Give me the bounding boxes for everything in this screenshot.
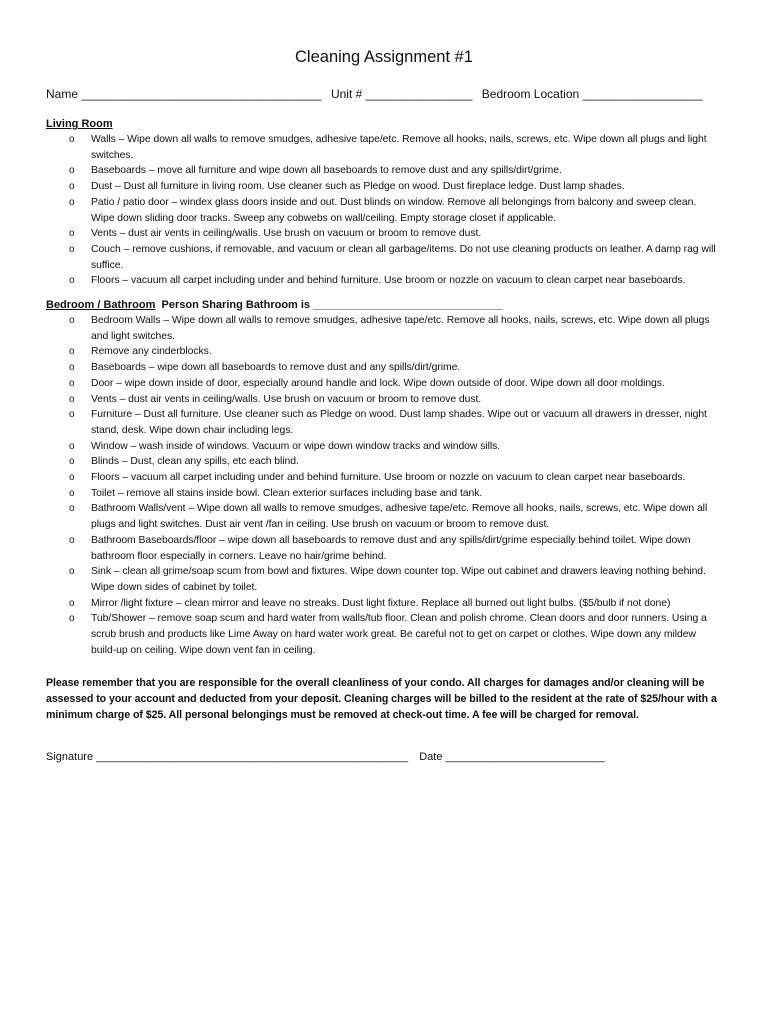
bullet-icon: o [69, 346, 75, 358]
list-item [46, 195, 722, 226]
list-item-text: Remove any cinderblocks. [91, 346, 212, 358]
header-fields [46, 87, 722, 101]
list-item-text: Toilet – remove all stains inside bowl. Clean exterior surfaces including base and tank. [91, 487, 483, 499]
list-item [46, 596, 722, 612]
list-item [46, 313, 722, 344]
bullet-icon: o [69, 134, 75, 145]
bullet-icon: o [69, 456, 75, 468]
bullet-icon: o [69, 409, 75, 421]
list-item-text: Window – wash inside of windows. Vacuum or wipe down window tracks and window sills. [91, 440, 501, 452]
list-item-text: Sink – clean all grime/soap scum from bowl and fixtures. Wipe down counter top. Wipe out cabinet and drawers leaving nothing behind. Wipe down sides of cabinet by toilet. [91, 566, 706, 593]
list-item-text: Couch – remove cushions, if removable, and vacuum or clean all garbage/items. Do not use cleaning products on leather. A damp rag will suffice. [91, 243, 716, 271]
section-heading [46, 299, 722, 311]
bullet-icon: o [69, 228, 75, 240]
page-title: Cleaning Assignment #1 [295, 48, 473, 66]
bullet-icon: o [69, 275, 75, 287]
date-field[interactable]: Date __________________________ [419, 750, 605, 763]
list-item [46, 611, 722, 658]
list-item [46, 407, 722, 438]
signature-field[interactable]: Signature ___________________________________________________ [46, 750, 409, 763]
list-item-text: Bathroom Baseboards/floor – wipe down all baseboards to remove dust and any spills/dirt/grime especially behind toilet. Wipe down bathroom floor especially in corners. Leave no hair/grime behind. [91, 534, 691, 562]
name-field[interactable]: Name ____________________________________ [46, 87, 322, 101]
bullet-icon: o [69, 181, 75, 193]
list-item-text: Walls – Wipe down all walls to remove smudges, adhesive tape/etc. Remove all hooks, nails, screws, etc. Wipe down all plugs and light switches. [91, 134, 707, 161]
bullet-icon: o [69, 315, 75, 327]
living-room-section [46, 118, 722, 289]
list-item-text: Door – wipe down inside of door, especially around handle and lock. Wipe down outside of door. Wipe down all door moldings. [91, 377, 665, 389]
list-item [46, 486, 722, 502]
bedroom-location-field[interactable]: Bedroom Location __________________ [481, 87, 703, 101]
bullet-icon: o [69, 165, 75, 177]
list-item-text: Patio / patio door – windex glass doors inside and out. Dust blinds on window. Remove all belongings from balcony and sweep clean. Wipe down sliding door tracks. Sweep any cobwebs on wall/ceiling. Empty storage closet if applicable. [91, 196, 697, 224]
bullet-icon: o [69, 566, 75, 578]
list-item [46, 564, 722, 595]
bullet-icon: o [69, 393, 75, 405]
bullet-icon: o [69, 534, 75, 546]
bullet-icon: o [69, 503, 75, 515]
unit-field[interactable]: Unit # ________________ [330, 87, 473, 101]
list-item [46, 470, 722, 486]
list-item [46, 360, 722, 376]
living-room-list [46, 132, 722, 289]
bedroom-bathroom-heading: Bedroom / Bathroom [46, 299, 156, 312]
section-heading [46, 118, 722, 130]
bullet-icon: o [69, 440, 75, 452]
list-item-text: Dust – Dust all furniture in living room. Use cleaner such as Pledge on wood. Dust fireplace ledge. Dust lamp shades. [91, 181, 625, 193]
list-item [46, 344, 722, 360]
bullet-icon: o [69, 613, 75, 625]
list-item-text: Floors – vacuum all carpet including under and behind furniture. Use broom or nozzle on vacuum to clean carpet near baseboards. [91, 472, 686, 484]
bullet-icon: o [69, 362, 75, 374]
list-item [46, 439, 722, 455]
list-item-text: Mirror /light fixture – clean mirror and leave no streaks. Dust light fixture. Replace all burned out light bulbs. ($5/bulb if not done) [91, 597, 671, 609]
list-item [46, 454, 722, 470]
signature-row [46, 751, 722, 763]
list-item-text: Blinds – Dust, clean any spills, etc each blind. [91, 456, 299, 468]
list-item [46, 273, 722, 289]
bedroom-bathroom-list [46, 313, 722, 658]
list-item-text: Bathroom Walls/vent – Wipe down all walls to remove smudges, adhesive tape/etc. Remove all hooks, nails, screws, etc. Wipe down all plugs and light switches. Dust air vent /fan in ceiling. Use brush on vacuum or broom to remove dust. [91, 503, 708, 531]
bedroom-bathroom-section [46, 299, 722, 658]
bullet-icon: o [69, 472, 75, 484]
bullet-icon: o [69, 487, 75, 499]
bullet-icon: o [69, 377, 75, 389]
list-item-text: Baseboards – wipe down all baseboards to remove dust and any spills/dirt/grime. [91, 362, 461, 374]
list-item-text: Tub/Shower – remove soap scum and hard water from walls/tub floor. Clean and polish chrome. Clean doors and door runners. Using a scrub brush and products like Lime Away on hard water work great. Be careful not to get on carpet or clothes. Wipe down any mildew build-up on ceiling. Wipe down vent fan in ceiling. [91, 613, 707, 656]
living-room-heading: Living Room [46, 118, 113, 130]
list-item-text: Baseboards – move all furniture and wipe down all baseboards to remove dust and any spills/dirt/grime. [91, 165, 562, 177]
list-item [46, 533, 722, 564]
list-item [46, 392, 722, 408]
list-item [46, 226, 722, 242]
list-item-text: Furniture – Dust all furniture. Use cleaner such as Pledge on wood. Dust lamp shades. Wipe out or vacuum all drawers in dresser, night stand, desk. Wipe down chair including legs. [91, 409, 707, 436]
list-item-text: Floors – vacuum all carpet including under and behind furniture. Use broom or nozzle on vacuum to clean carpet near baseboards. [91, 275, 686, 287]
list-item [46, 132, 722, 163]
list-item [46, 501, 722, 532]
list-item [46, 179, 722, 195]
list-item-text: Bedroom Walls – Wipe down all walls to remove smudges, adhesive tape/etc. Remove all hooks, nails, screws, etc. Wipe down all plugs and light switches. [91, 315, 710, 342]
bullet-icon: o [69, 196, 75, 208]
list-item [46, 163, 722, 179]
bullet-icon: o [69, 597, 75, 609]
bullet-icon: o [69, 243, 75, 255]
list-item [46, 242, 722, 273]
list-item [46, 376, 722, 392]
person-sharing-bathroom-field[interactable]: Person Sharing Bathroom is _______________________________ [155, 299, 503, 312]
responsibility-notice: Please remember that you are responsible for the overall cleanliness of your condo. All charges for damages and/or cleaning will be assessed to your account and deducted from your deposit. Cleaning charges will be billed to the resident at the rate of $25/hour with a minimum charge of $25. All personal belongings must be removed at check-out time. A fee will be charged for removal. [46, 676, 717, 721]
list-item-text: Vents – dust air vents in ceiling/walls. Use brush on vacuum or broom to remove dust. [91, 228, 482, 240]
list-item-text: Vents – dust air vents in ceiling/walls. Use brush on vacuum or broom to remove dust. [91, 393, 482, 405]
